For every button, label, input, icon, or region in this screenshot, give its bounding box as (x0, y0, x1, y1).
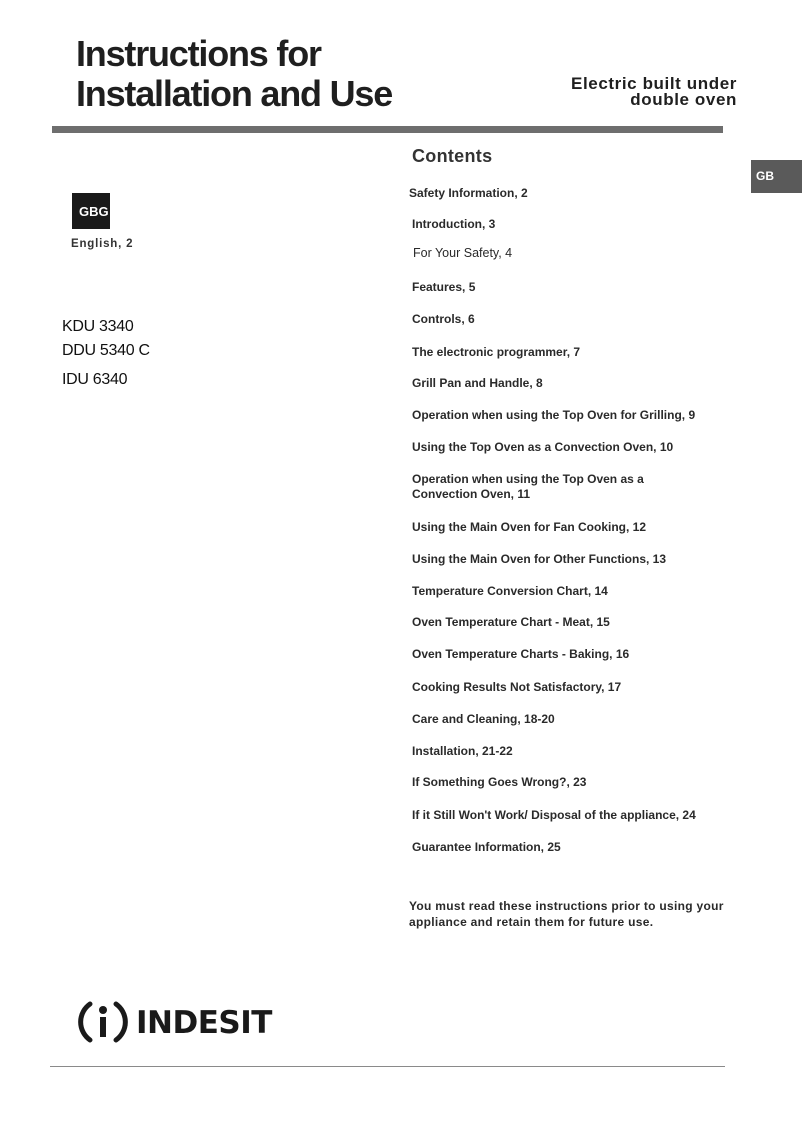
language-label: English, 2 (71, 238, 134, 250)
toc-item: If Something Goes Wrong?, 23 (412, 775, 587, 789)
model-number: DDU 5340 C (62, 342, 150, 359)
toc-item: The electronic programmer, 7 (412, 345, 581, 359)
toc-item: Oven Temperature Chart - Meat, 15 (412, 615, 610, 629)
language-side-tab-label: GB (756, 169, 774, 183)
toc-item: Cooking Results Not Satisfactory, 17 (412, 680, 622, 694)
document-title-line-1: Instructions for (76, 33, 321, 74)
document-title-line-2: Installation and Use (76, 73, 393, 114)
model-number: KDU 3340 (62, 318, 134, 335)
toc-item: Operation when using the Top Oven as a (412, 472, 644, 486)
toc-item: Installation, 21-22 (412, 744, 513, 758)
document-subtitle-line-1: Electric built under (571, 74, 737, 93)
toc-item: Guarantee Information, 25 (412, 840, 561, 854)
toc-item: Features, 5 (412, 280, 476, 294)
toc-item: Introduction, 3 (412, 217, 496, 231)
toc-item: Oven Temperature Charts - Baking, 16 (412, 647, 630, 661)
toc-item: Grill Pan and Handle, 8 (412, 376, 543, 390)
contents-heading: Contents (412, 146, 493, 166)
toc-item: Controls, 6 (412, 312, 475, 326)
indesit-logo-icon (76, 996, 130, 1048)
read-instructions-notice: You must read these instructions prior to using your appliance and retain them for future use. (409, 899, 724, 929)
toc-item: Using the Top Oven as a Convection Oven, 10 (412, 440, 674, 454)
indesit-logo (76, 996, 276, 1048)
language-badge (72, 193, 110, 229)
toc-item: If it Still Won't Work/ Disposal of the appliance, 24 (412, 808, 696, 822)
header-rule (52, 126, 723, 133)
language-badge-label: GBG (79, 204, 109, 219)
indesit-wordmark: INDESIT (136, 1005, 272, 1041)
toc-item: Using the Main Oven for Fan Cooking, 12 (412, 520, 647, 534)
model-number: IDU 6340 (62, 371, 128, 388)
document-subtitle-line-2: double oven (630, 90, 737, 109)
toc-item: Operation when using the Top Oven for Grilling, 9 (412, 408, 696, 422)
language-side-tab (751, 160, 802, 193)
toc-item: Convection Oven, 11 (412, 487, 531, 501)
toc-item: Temperature Conversion Chart, 14 (412, 584, 608, 598)
toc-item: Safety Information, 2 (409, 186, 528, 200)
toc-item: Care and Cleaning, 18-20 (412, 712, 555, 726)
footer-rule (50, 1066, 725, 1067)
toc-item: Using the Main Oven for Other Functions, 13 (412, 552, 667, 566)
toc-item: For Your Safety, 4 (413, 246, 513, 260)
